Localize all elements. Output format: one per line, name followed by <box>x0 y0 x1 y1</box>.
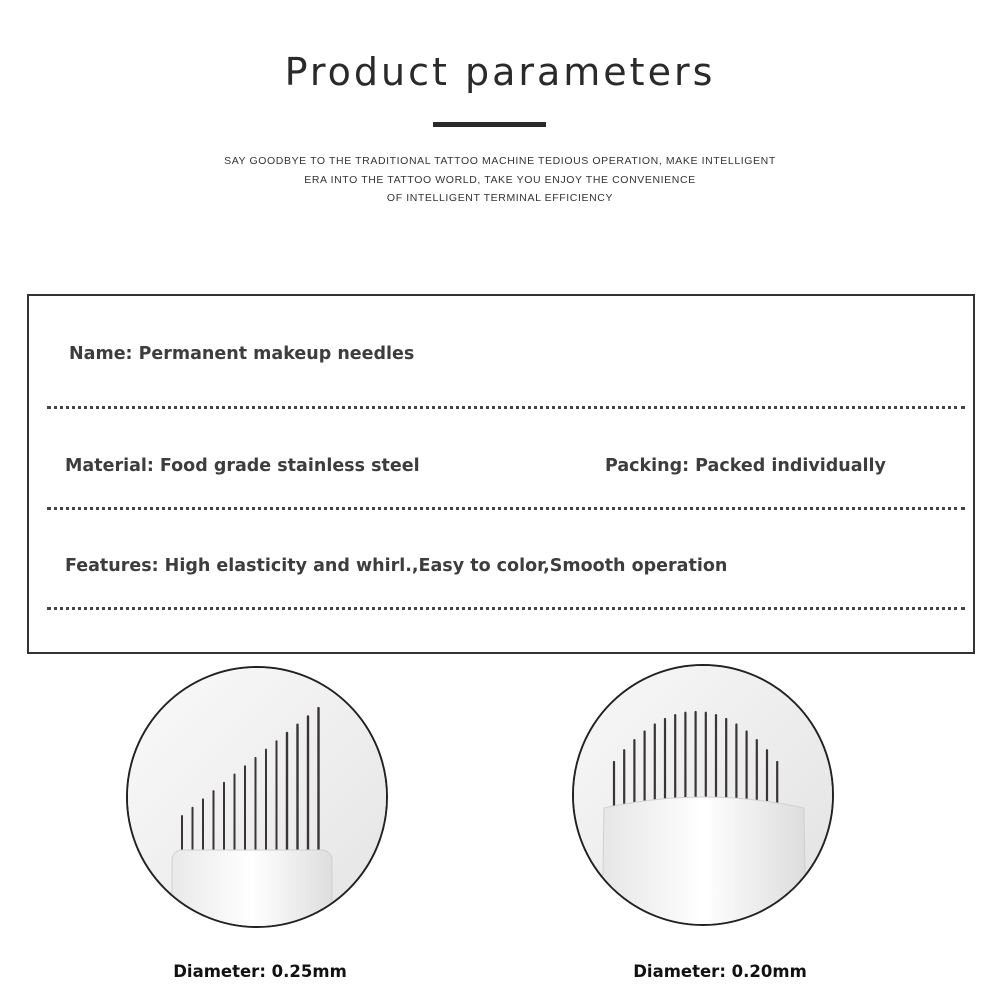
param-value-name: Permanent makeup needles <box>138 344 415 364</box>
param-label-material: Material: <box>65 456 154 476</box>
param-label-name: Name: <box>69 344 133 364</box>
param-row-material <box>65 456 420 476</box>
slanted-needle-blade-image <box>126 666 388 928</box>
param-value-material: Food grade stainless steel <box>159 456 420 476</box>
dotted-divider <box>47 406 965 409</box>
param-row-name <box>69 344 414 364</box>
parameters-box <box>27 294 975 654</box>
title-underline <box>433 122 546 127</box>
subtitle <box>0 152 1000 208</box>
param-label-features: Features: <box>65 556 159 576</box>
subtitle-line: SAY GOODBYE TO THE TRADITIONAL TATTOO MACHINE TEDIOUS OPERATION, MAKE INTELLIGENT <box>224 155 776 167</box>
page-title: Product parameters <box>284 50 716 94</box>
param-row-packing <box>605 456 886 476</box>
subtitle-line: ERA INTO THE TATTOO WORLD, TAKE YOU ENJOY THE CONVENIENCE <box>304 173 696 186</box>
dotted-divider <box>47 607 965 610</box>
diameter-caption-right: Diameter: 0.20mm <box>633 962 807 981</box>
diameter-caption-left: Diameter: 0.25mm <box>173 962 347 981</box>
subtitle-line: OF INTELLIGENT TERMINAL EFFICIENCY <box>386 192 614 204</box>
dotted-divider <box>47 507 965 510</box>
param-row-features <box>65 556 727 576</box>
param-label-packing: Packing: <box>605 456 690 476</box>
param-value-features: High elasticity and whirl.,Easy to color,Smooth operation <box>164 556 728 576</box>
param-value-packing: Packed individually <box>695 456 886 476</box>
curved-needle-blade-image <box>572 664 834 926</box>
